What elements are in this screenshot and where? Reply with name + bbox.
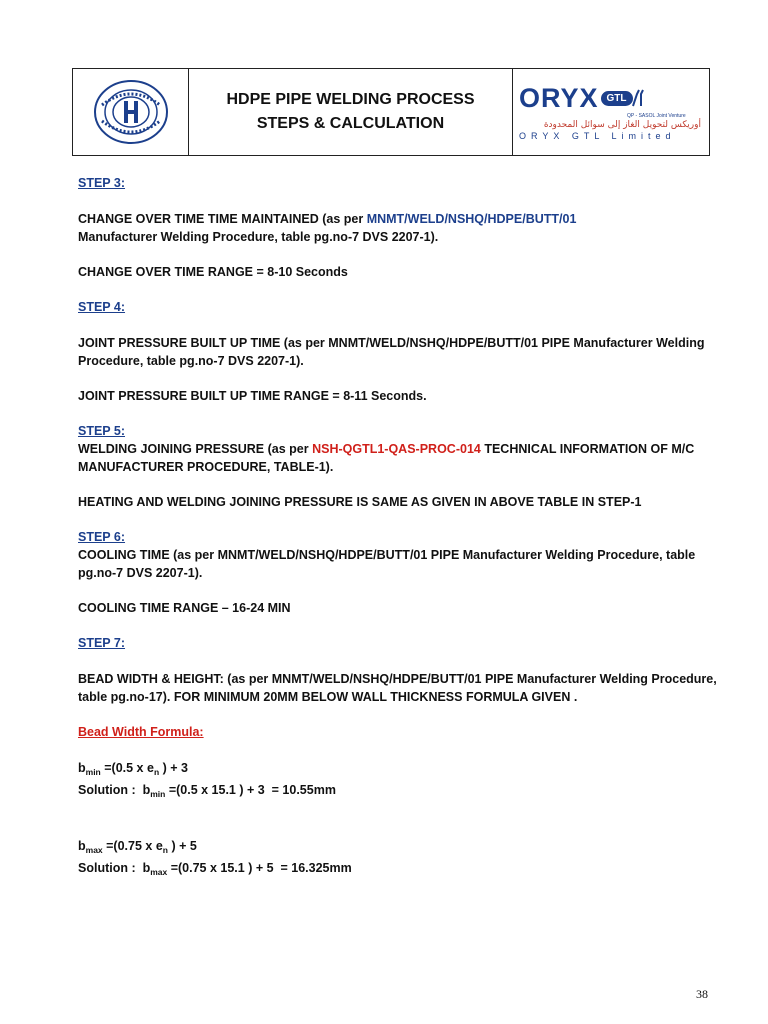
bmax-subscript: max [150, 867, 168, 877]
bmin-expression-a: =(0.5 x e [100, 761, 154, 775]
step-5-heading: STEP 5: [78, 424, 126, 438]
step-6-paragraph: COOLING TIME (as per MNMT/WELD/NSHQ/HDPE/BUTT/01 PIPE Manufacturer Welding Procedure, table pg.no-7 DVS 2207-1). [78, 548, 696, 580]
bmax-formula [78, 837, 718, 859]
bmax-subscript: max [85, 845, 103, 855]
left-logo-cell [73, 69, 189, 155]
en-subscript: n [153, 767, 160, 777]
en-subscript: n [162, 845, 168, 855]
step-3-text-b: Manufacturer Welding Procedure, table pg.no-7 DVS 2207-1). [78, 230, 439, 244]
step-3-range: CHANGE OVER TIME RANGE = 8-10 Seconds [78, 265, 348, 279]
bmin-solution [78, 781, 718, 803]
bead-width-formula-heading: Bead Width Formula: [78, 725, 204, 739]
bmin-subscript: min [150, 789, 166, 799]
document-title: HDPE PIPE WELDING PROCESS [226, 91, 475, 108]
header-table [72, 68, 710, 156]
bmin-solution-value: =(0.5 x 15.1 ) + 3 = 10.55mm [165, 783, 336, 797]
bmin-formula [78, 759, 718, 781]
bmax-expression-a: =(0.75 x e [102, 839, 163, 853]
step-5-text-b: TECHNICAL INFORMATION OF M/C MANUFACTURER PROCEDURE, TABLE-1). [78, 442, 695, 474]
bmax-symbol: b [142, 861, 151, 875]
oryx-tagline: QP - SASOL Joint Venture [627, 113, 686, 119]
step-6-range: COOLING TIME RANGE – 16-24 MIN [78, 601, 291, 615]
bmax-solution-value: =(0.75 x 15.1 ) + 5 = 16.325mm [167, 861, 352, 875]
step-4-heading: STEP 4: [78, 300, 126, 314]
step-5-reference: NSH-QGTL1-QAS-PROC-014 [312, 442, 481, 456]
step-4-range: JOINT PRESSURE BUILT UP TIME RANGE = 8-11 Seconds. [78, 389, 427, 403]
bmin-symbol: b [142, 783, 151, 797]
document-body [78, 174, 718, 881]
oryx-antelope-icon [629, 88, 651, 108]
oryx-logo [519, 83, 709, 113]
step-3-reference: MNMT/WELD/NSHQ/HDPE/BUTT/01 [366, 212, 577, 226]
step-4-paragraph: JOINT PRESSURE BUILT UP TIME (as per MNMT/WELD/NSHQ/HDPE/BUTT/01 PIPE Manufacturer Welding Procedure, table pg.no-7 DVS 2207-1). [78, 336, 705, 368]
document-subtitle: STEPS & CALCULATION [256, 115, 445, 132]
page-number: 38 [696, 987, 708, 1001]
step-7-heading: STEP 7: [78, 636, 126, 650]
gtl-badge: GTL [601, 91, 633, 106]
step-6-heading: STEP 6: [78, 530, 126, 544]
oryx-limited-text: ORYX GTL Limited [519, 131, 676, 141]
step-5-text-a: WELDING JOINING PRESSURE (as per [78, 442, 313, 456]
bmax-expression-b: ) + 5 [167, 839, 197, 853]
solution-label: Solution : [78, 783, 143, 797]
bmin-expression-b: ) + 3 [159, 761, 188, 775]
title-cell [189, 69, 513, 155]
solution-label: Solution : [78, 861, 143, 875]
step-3-text-a: CHANGE OVER TIME TIME MAINTAINED (as per [78, 212, 367, 226]
bmin-subscript: min [85, 767, 101, 777]
oryx-logo-cell [513, 69, 709, 155]
step-5-note: HEATING AND WELDING JOINING PRESSURE IS SAME AS GIVEN IN ABOVE TABLE IN STEP-1 [78, 495, 642, 509]
bmax-symbol: b [78, 839, 86, 853]
oryx-wordmark: ORYX [519, 83, 599, 113]
step-3-paragraph [78, 210, 718, 246]
bmin-symbol: b [78, 761, 86, 775]
oryx-arabic-name: أوريكس لتحويل الغاز إلى سوائل المحدودة [543, 120, 701, 130]
step-7-paragraph: BEAD WIDTH & HEIGHT: (as per MNMT/WELD/NSHQ/HDPE/BUTT/01 PIPE Manufacturer Welding Procedure, table pg.no-17). FOR MINIMUM 20MM BELOW WALL THICKNESS FORMULA GIVEN . [78, 672, 717, 704]
step-3-heading: STEP 3: [78, 176, 126, 190]
company-seal-logo [88, 77, 174, 147]
bmax-solution [78, 859, 718, 881]
step-5-paragraph [78, 440, 718, 476]
